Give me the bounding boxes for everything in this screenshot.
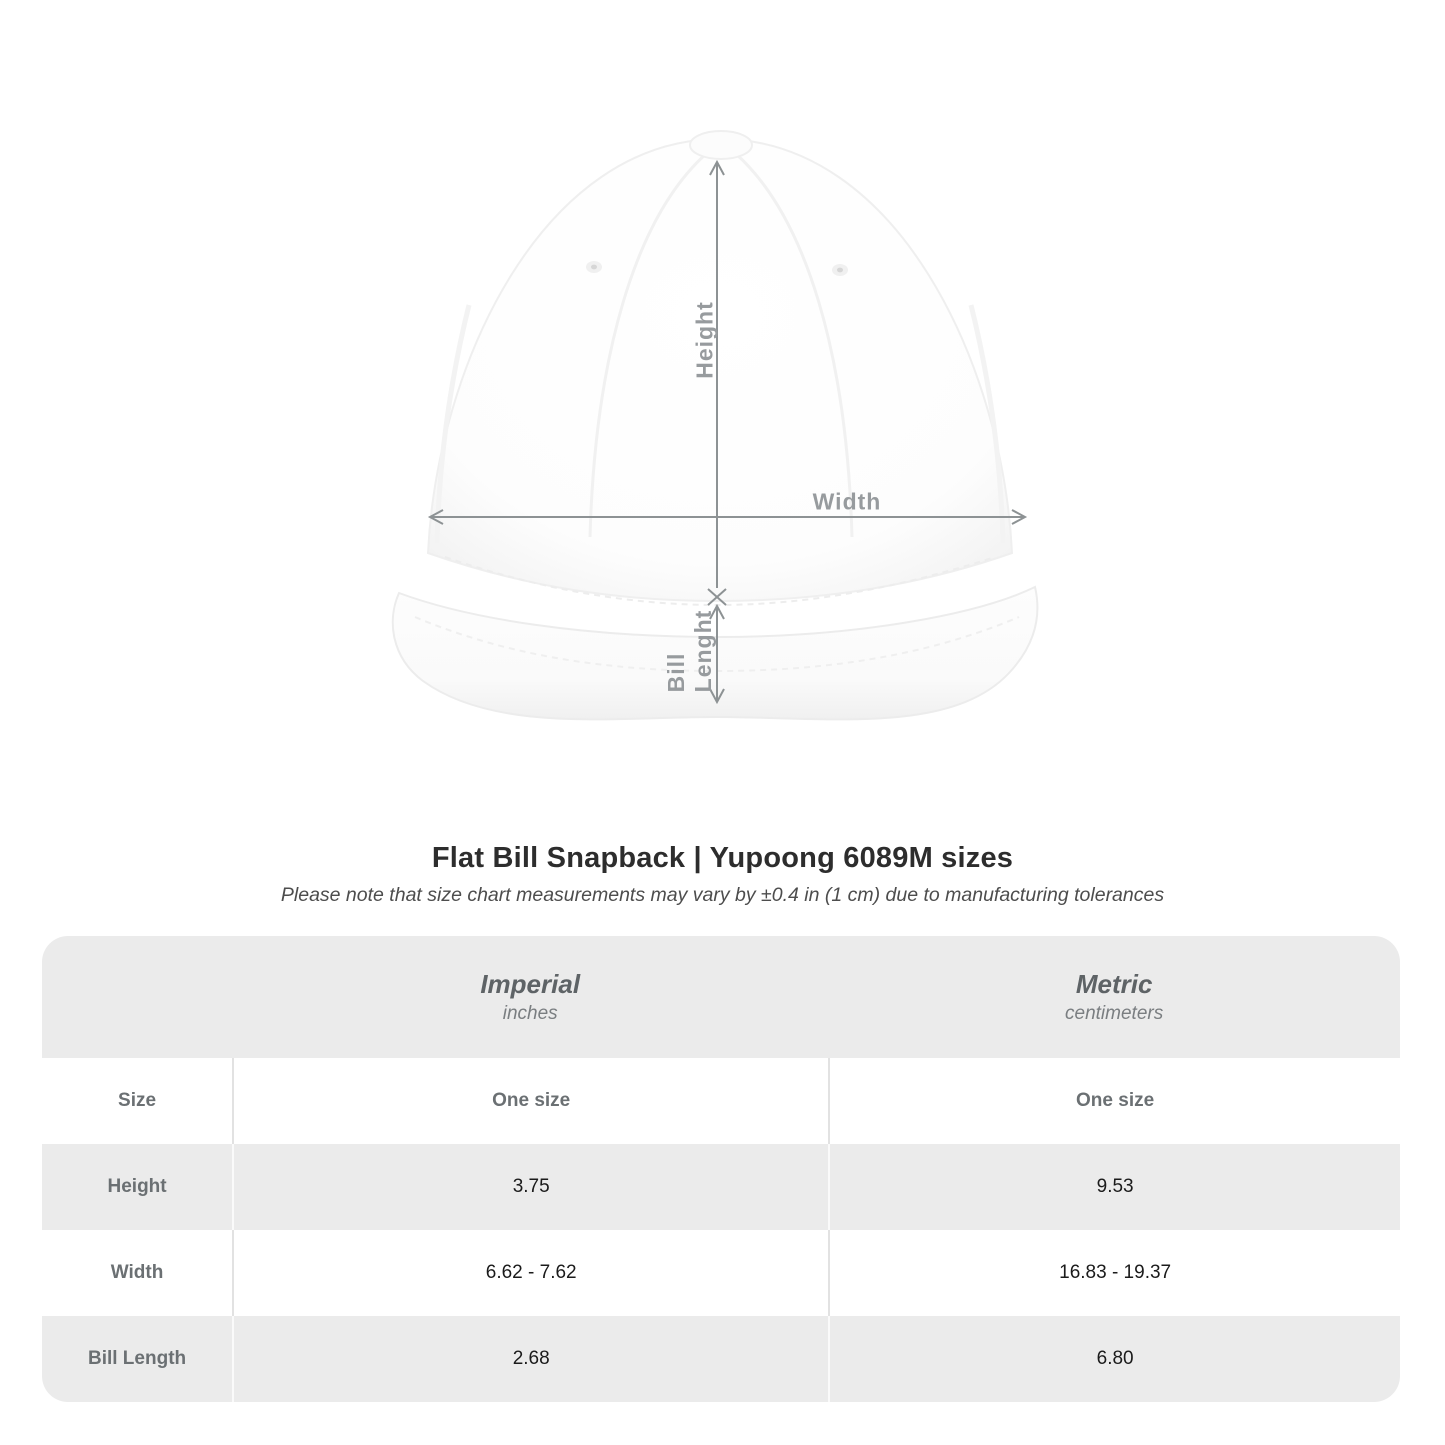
row-label: Height bbox=[107, 1176, 167, 1197]
snapback-hat-illustration bbox=[385, 95, 1065, 735]
row-label: Bill Length bbox=[87, 1348, 187, 1369]
imperial-unit: inches bbox=[502, 1003, 558, 1024]
table-row-height bbox=[42, 1144, 1400, 1230]
size-chart-table bbox=[42, 936, 1400, 1402]
imperial-title: Imperial bbox=[480, 969, 581, 999]
row-label: Size bbox=[118, 1090, 157, 1111]
imperial-value: One size bbox=[232, 1058, 828, 1144]
hat-top-button bbox=[690, 131, 752, 159]
ventilation-eyelet-left bbox=[586, 261, 602, 273]
tolerance-note: Please note that size chart measurements may vary by ±0.4 in (1 cm) due to manufacturing tolerances bbox=[280, 884, 1165, 906]
bill-length-measure-label bbox=[663, 610, 717, 693]
table-row-bill-length bbox=[42, 1316, 1400, 1402]
header-imperial bbox=[232, 969, 828, 1025]
metric-value: One size bbox=[828, 1058, 1400, 1144]
metric-unit: centimeters bbox=[1065, 1003, 1164, 1024]
metric-value: 9.53 bbox=[828, 1144, 1400, 1230]
metric-value: 6.80 bbox=[828, 1316, 1400, 1402]
imperial-value: 2.68 bbox=[232, 1316, 828, 1402]
row-label: Width bbox=[110, 1262, 164, 1283]
hat-crown bbox=[428, 139, 1012, 601]
imperial-value: 3.75 bbox=[232, 1144, 828, 1230]
header-metric bbox=[828, 969, 1400, 1025]
page-title: Flat Bill Snapback | Yupoong 6089M sizes bbox=[431, 842, 1014, 874]
table-row-size bbox=[42, 1058, 1400, 1144]
width-measure-label: Width bbox=[812, 488, 882, 515]
table-header bbox=[42, 936, 1400, 1058]
bill-length-label-line1: Bill bbox=[663, 652, 689, 693]
height-measure-label: Height bbox=[691, 301, 718, 379]
metric-title: Metric bbox=[1075, 969, 1153, 999]
table-row-width bbox=[42, 1230, 1400, 1316]
bill-length-label-line2: Lenght bbox=[690, 609, 716, 693]
imperial-value: 6.62 - 7.62 bbox=[232, 1230, 828, 1316]
title-block bbox=[0, 842, 1445, 907]
hat-measurement-figure bbox=[385, 95, 1065, 735]
ventilation-eyelet-right bbox=[832, 264, 848, 276]
metric-value: 16.83 - 19.37 bbox=[828, 1230, 1400, 1316]
